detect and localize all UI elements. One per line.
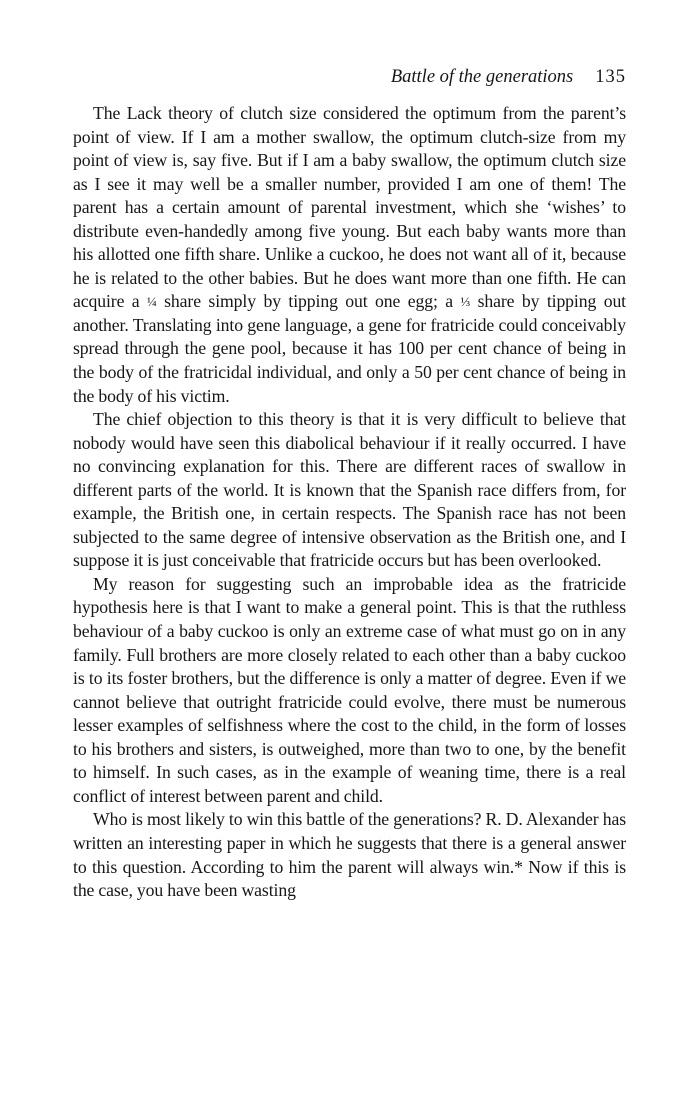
paragraph-chief-objection: The chief objection to this theory is that it is very difficult to believe that nobody would have seen this diabolical behaviour if it really occurred. I have no convincing explanation for this. There are different races of swallow in different parts of the world. It is known that the Spanish race differs from, for example, the British one, in certain respects. The Spanish race has not been subjected to the same degree of intensive observation as the British one, and I suppose it is just conceivable that fratricide occurs but has been overlooked.: [73, 409, 626, 571]
page-number: 135: [595, 67, 626, 87]
paragraph-general-point: My reason for suggesting such an improbable idea as the fratricide hypothesis here is that I want to make a general point. This is that the ruthless behaviour of a baby cuckoo is only an extreme case of what must go on in any family. Full brothers are more closely related to each other than a baby cuckoo is to its foster brothers, but the difference is only a matter of degree. Even if we cannot believe that outright fratricide could evolve, there must be numerous lesser examples of selfishness where the cost to the child, in the form of losses to his brothers and sisters, is outweighed, more than two to one, by the benefit to himself. In such cases, as in the example of weaning time, there is a real conflict of interest between parent and child.: [73, 573, 626, 806]
paragraph-battle-of-generations: Who is most likely to win this battle of the generations? R. D. Alexander has written an interesting paper in which he suggests that there is a general answer to this question. According to him the parent will always win.* Now if this is the case, you have been wasting: [73, 809, 626, 901]
body-text: [73, 102, 626, 903]
fraction-one-quarter: ¼: [147, 294, 157, 310]
fraction-one-third: ⅓: [460, 294, 471, 310]
paragraph-lack-theory: The Lack theory of clutch size considered the optimum from the parent’s point of view. If I am a mother swallow, the optimum clutch-size from my point of view is, say five. But if I am a baby swallow, the optimum clutch size as I see it may well be a smaller number, provided I am one of them! The parent has a certain amount of parental investment, which she ‘wishes’ to distribute even-handedly among five young. But each baby wants more than his allotted one fifth share. Unlike a cuckoo, he does not want all of it, because he is related to the other babies. But he does want more than one fifth. He can acquire a ¼ share simply by tipping out one egg; a ⅓ share by tipping out another. Translating into gene language, a gene for fratricide could conceivably spread through the gene pool, because it has 100 per cent chance of being in the body of the fratricidal individual, and only a 50 per cent chance of being in the body of his victim.: [73, 103, 626, 406]
running-head: [391, 66, 626, 88]
running-title: Battle of the generations: [390, 67, 574, 87]
